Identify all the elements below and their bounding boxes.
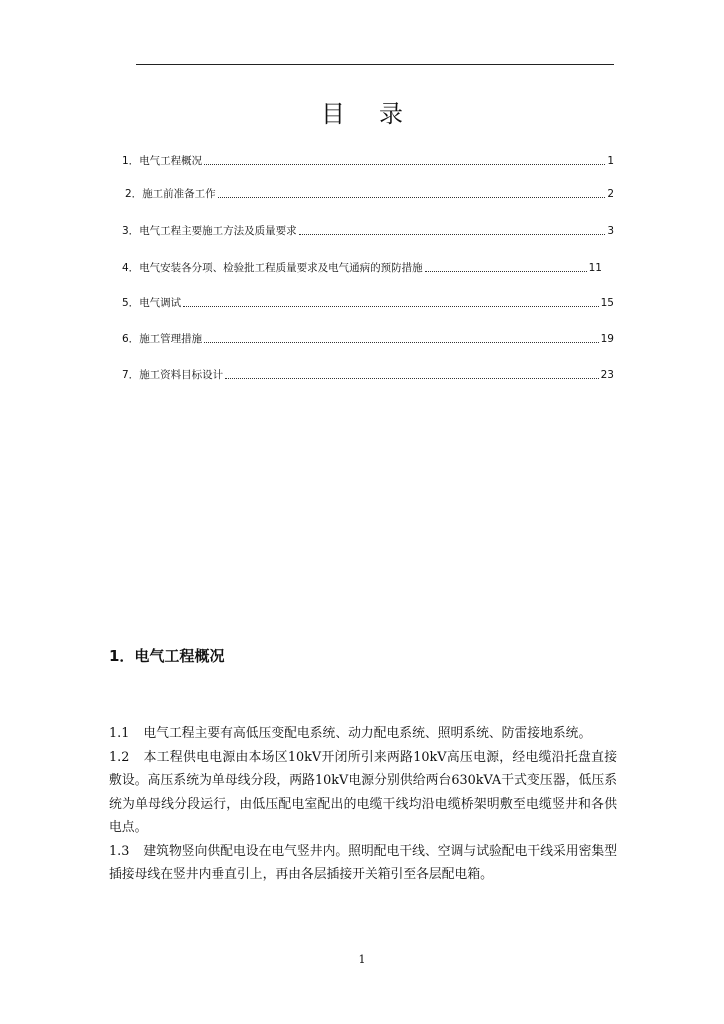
paragraph-text: 电气工程主要有高低压变配电系统、动力配电系统、照明系统、防雷接地系统。: [143, 726, 592, 741]
paragraph: [109, 746, 617, 840]
toc-entry-number: 1．: [122, 155, 140, 167]
toc-entry[interactable]: [122, 330, 614, 346]
toc-entry-leader: [204, 341, 598, 343]
toc-entry-number: 2．: [125, 188, 143, 200]
toc-entry-leader: [299, 233, 606, 235]
toc-entry-page: 2: [607, 188, 614, 200]
toc-entry-number: 7．: [122, 369, 140, 381]
toc-entry[interactable]: [125, 185, 614, 201]
toc-entry-page: 11: [588, 262, 602, 274]
paragraph-text: 本工程供电电源由本场区10kV开闭所引来两路10kV高压电源，经电缆沿托盘直接敷设。高压系统为单母线分段，两路10kV电源分别供给两台630kVA干式变压器，低压系统为单母线分段运行，由低压配电室配出的电缆干线均沿电缆桥架明敷至电缆竖井和各供电点。: [109, 749, 617, 835]
toc-entry-label: 施工管理措施: [139, 333, 203, 345]
toc-entry[interactable]: [122, 366, 614, 382]
header-rule: [136, 64, 614, 65]
paragraph-text: 建筑物竖向供配电设在电气竖井内。照明配电干线、空调与试验配电干线采用密集型插接母线在竖井内垂直引上，再由各层插接开关箱引至各层配电箱。: [109, 843, 617, 882]
toc-entry-leader: [425, 270, 587, 272]
toc-entry-number: 3．: [122, 225, 140, 237]
toc-entry[interactable]: [122, 294, 614, 310]
toc-entry[interactable]: [122, 259, 602, 275]
toc-entry-page: 15: [600, 297, 614, 309]
paragraph-number: 1.1: [109, 726, 130, 741]
toc-entry-page: 23: [600, 369, 614, 381]
toc-entry-leader: [183, 305, 598, 307]
toc-entry-page: 3: [607, 225, 614, 237]
paragraph-number: 1.3: [109, 843, 130, 859]
toc-entry[interactable]: [122, 222, 614, 238]
section-heading: 1．电气工程概况: [109, 647, 225, 665]
toc-entry-leader: [204, 163, 605, 165]
toc-entry-leader: [218, 196, 606, 198]
toc-entry-label: 施工资料目标设计: [139, 369, 224, 381]
paragraph: [109, 722, 617, 746]
toc-entry-number: 4．: [122, 262, 140, 274]
toc-entry-number: 6．: [122, 333, 140, 345]
toc-title: 目录: [321, 100, 437, 128]
toc-entry-label: 电气安装各分项、检验批工程质量要求及电气通病的预防措施: [139, 262, 423, 274]
body-text: [109, 722, 617, 887]
toc-entry-label: 电气工程主要施工方法及质量要求: [139, 225, 297, 237]
toc-entry-label: 施工前准备工作: [142, 188, 216, 200]
toc-entry[interactable]: [122, 152, 614, 168]
paragraph: [109, 840, 617, 887]
paragraph-number: 1.2: [109, 749, 130, 765]
toc-entry-label: 电气调试: [139, 297, 182, 309]
toc-entry-leader: [225, 377, 598, 379]
toc-entry-number: 5．: [122, 297, 140, 309]
page-number: 1: [358, 953, 366, 966]
toc-entry-page: 1: [607, 155, 614, 167]
toc-entry-label: 电气工程概况: [139, 155, 203, 167]
toc-entry-page: 19: [600, 333, 614, 345]
